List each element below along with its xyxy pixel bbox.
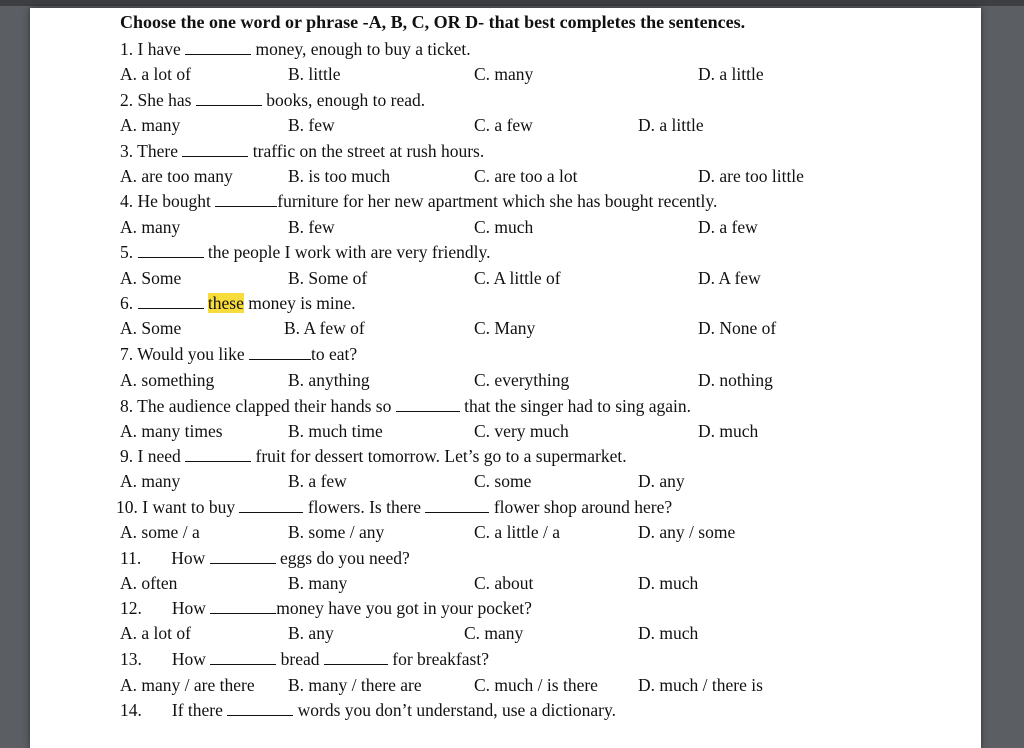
option-2b: B. few (288, 115, 335, 135)
question-11: 11. How eggs do you need? (120, 548, 410, 568)
option-11d: D. much (638, 573, 699, 593)
option-9c: C. some (474, 471, 532, 491)
question-7: 7. Would you like to eat? (120, 344, 358, 364)
option-7a: A. something (120, 370, 215, 390)
option-9a: A. many (120, 471, 181, 491)
option-12b: B. any (288, 623, 334, 643)
option-5a: A. Some (120, 268, 182, 288)
option-4c: C. much (474, 217, 534, 237)
option-8c: C. very much (474, 421, 569, 441)
option-6b: B. A few of (284, 318, 365, 338)
option-8d: D. much (698, 421, 759, 441)
option-6c: C. Many (474, 318, 536, 338)
option-13b: B. many / there are (288, 675, 422, 695)
question-8: 8. The audience clapped their hands so that the singer had to sing again. (120, 396, 692, 416)
page-title: Choose the one word or phrase -A, B, C, OR D- that best completes the sentences. (120, 12, 746, 32)
option-6d: D. None of (698, 318, 777, 338)
option-12a: A. a lot of (120, 623, 191, 643)
option-9d: D. any (638, 471, 685, 491)
option-10a: A. some / a (120, 522, 200, 542)
option-11a: A. often (120, 573, 178, 593)
option-12c: C. many (464, 623, 524, 643)
option-8b: B. much time (288, 421, 383, 441)
option-12d: D. much (638, 623, 699, 643)
option-13a: A. many / are there (120, 675, 255, 695)
option-8a: A. many times (120, 421, 223, 441)
option-10b: B. some / any (288, 522, 385, 542)
option-7c: C. everything (474, 370, 570, 390)
option-3b: B. is too much (288, 166, 391, 186)
option-5d: D. A few (698, 268, 761, 288)
question-10: 10. I want to buy flowers. Is there flower shop around here? (116, 497, 673, 517)
option-3c: C. are too a lot (474, 166, 578, 186)
question-5: 5. the people I work with are very friendly. (120, 242, 491, 262)
option-2c: C. a few (474, 115, 533, 135)
option-6a: A. Some (120, 318, 182, 338)
question-13: 13. How bread for breakfast? (120, 649, 489, 669)
option-10c: C. a little / a (474, 522, 561, 542)
option-7d: D. nothing (698, 370, 773, 390)
option-1b: B. little (288, 64, 341, 84)
option-2d: D. a little (638, 115, 704, 135)
option-2a: A. many (120, 115, 181, 135)
option-11c: C. about (474, 573, 534, 593)
highlighted-word: these (207, 293, 244, 313)
option-7b: B. anything (288, 370, 370, 390)
question-9: 9. I need fruit for dessert tomorrow. Let’s go to a supermarket. (120, 446, 627, 466)
option-3a: A. are too many (120, 166, 233, 186)
question-6: 6. these money is mine. (120, 293, 356, 313)
option-1c: C. many (474, 64, 534, 84)
option-4b: B. few (288, 217, 335, 237)
option-4a: A. many (120, 217, 181, 237)
question-1: 1. I have money, enough to buy a ticket. (120, 39, 471, 59)
question-3: 3. There traffic on the street at rush hours. (120, 141, 485, 161)
option-1d: D. a little (698, 64, 764, 84)
option-11b: B. many (288, 573, 348, 593)
option-9b: B. a few (288, 471, 347, 491)
option-13d: D. much / there is (638, 675, 763, 695)
option-10d: D. any / some (638, 522, 736, 542)
option-3d: D. are too little (698, 166, 804, 186)
question-12: 12. How money have you got in your pocket? (120, 598, 532, 618)
option-1a: A. a lot of (120, 64, 191, 84)
viewer-top-bar (0, 0, 1024, 6)
question-2: 2. She has books, enough to read. (120, 90, 426, 110)
question-14: 14. If there words you don’t understand, use a dictionary. (120, 700, 616, 720)
option-4d: D. a few (698, 217, 758, 237)
option-5c: C. A little of (474, 268, 561, 288)
option-13c: C. much / is there (474, 675, 598, 695)
question-4: 4. He bought furniture for her new apartment which she has bought recently. (120, 191, 718, 211)
option-5b: B. Some of (288, 268, 368, 288)
